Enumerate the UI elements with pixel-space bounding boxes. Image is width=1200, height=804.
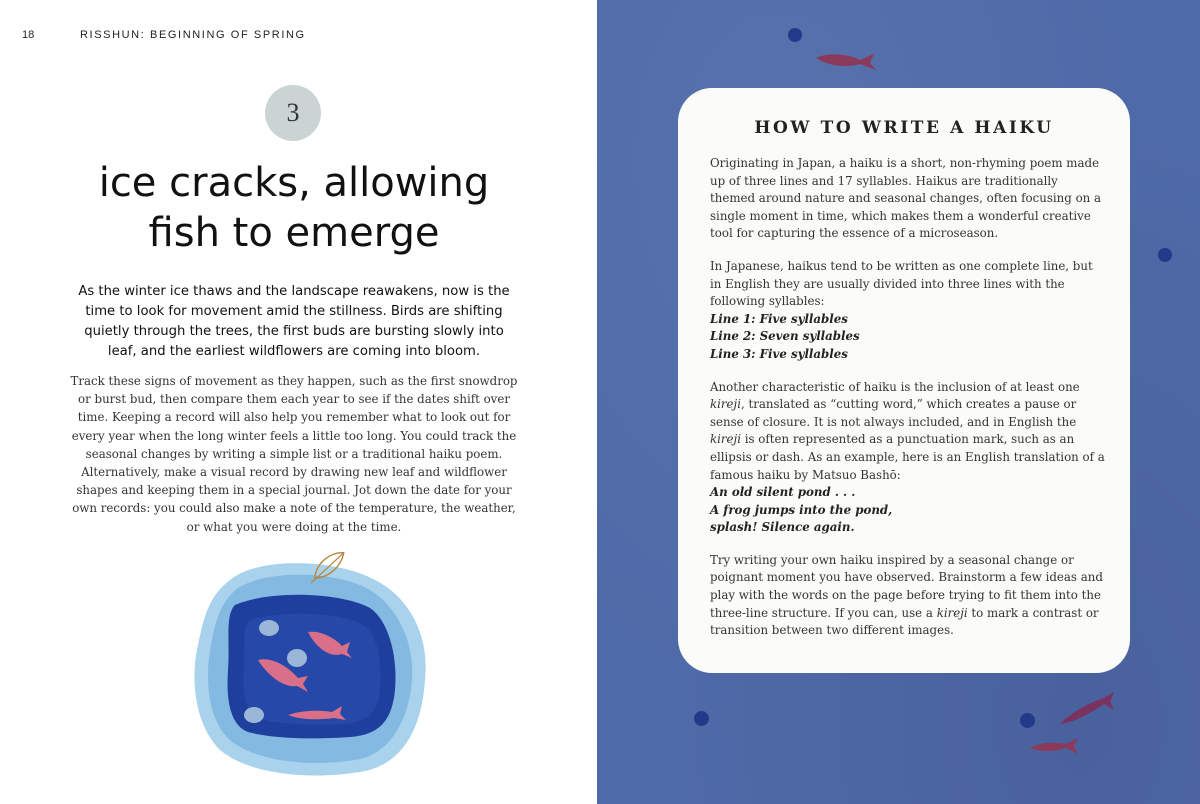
text-span: is often represented as a punctuation mark, such as an ellipsis or dash. As an example, here is an English translation of a famous haiku by Matsuo Bashō: [710,432,1105,482]
syllable-line-3: Line 3: Five syllables [710,346,848,361]
syllables-intro: In Japanese, haikus tend to be written as one complete line, but in English they are usually divided into three lines with the following syllables: [710,258,1093,309]
decorative-dot [1020,713,1035,728]
title-line-2: fish to emerge [148,210,440,256]
card-paragraph-3 [710,379,1105,537]
text-span: Another characteristic of haiku is the inclusion of at least one [710,379,1080,394]
kireji-term: kireji [936,605,968,620]
page-number: 18 [22,29,35,41]
text-span: to mark a contrast or transition between two different images. [710,605,1099,638]
left-page [0,0,597,804]
kireji-term: kireji [710,432,741,447]
haiku-line-2: A frog jumps into the pond, [710,502,893,517]
card-paragraph-4 [710,552,1105,640]
haiku-line-1: An old silent pond . . . [710,485,856,500]
title-line-1: ice cracks, allowing [98,160,490,206]
text-span: Try writing your own haiku inspired by a seasonal change or poignant moment you have observed. Brainstorm a few ideas and play with the words on the page before trying to fit them into the three-line structure. If you can, use a [710,552,1103,620]
season-number: 3 [286,98,300,127]
fish-icon [814,48,878,72]
running-head: RISSHUN: BEGINNING OF SPRING [80,29,306,41]
fish-icon [1028,736,1080,756]
card-paragraph-2 [710,258,1105,364]
decorative-dot [694,711,709,726]
haiku-card [678,88,1130,673]
fish-icon [1056,690,1116,730]
card-title: HOW TO WRITE A HAIKU [754,118,1054,138]
syllable-line-1: Line 1: Five syllables [710,311,848,326]
season-number-badge [265,85,321,141]
pond-illustration [190,550,435,780]
decorative-dot [788,28,802,42]
card-paragraph-1: Originating in Japan, a haiku is a short, non-rhyming poem made up of three lines and 17 syllables. Haikus are traditionally themed around nature and seasonal changes, often focusing on a single moment in time, which makes them a wonderful creative tool for capturing the essence of a microseason. [710,156,1102,241]
decorative-dot [1158,248,1172,262]
page-title [40,158,548,258]
card-body [710,155,1105,655]
text-span: , translated as “cutting word,” which creates a pause or sense of closure. It is not always included, and in English the [710,397,1077,429]
haiku-line-3: splash! Silence again. [710,520,855,535]
lead-paragraph: As the winter ice thaws and the landscape reawakens, now is the time to look for movement amid the stillness. Birds are shifting quietly through the trees, the first buds are bursting slowly into leaf, and the earliest wildflowers are coming into bloom. [78,284,510,359]
body-paragraph: Track these signs of movement as they happen, such as the first snowdrop or burst bud, then compare them each year to see if the dates shift over time. Keeping a record will also help you remember what to look out for every year when the long winter feels a little too long. You could track the seasonal changes by writing a simple list or a traditional haiku poem. Alternatively, make a visual record by drawing new leaf and wildflower shapes and keeping them in a special journal. Jot down the date for your own records: you could also make a note of the temperature, the weather, or what you were doing at the time. [70,374,518,534]
kireji-term: kireji [710,397,741,412]
syllable-line-2: Line 2: Seven syllables [710,329,860,344]
